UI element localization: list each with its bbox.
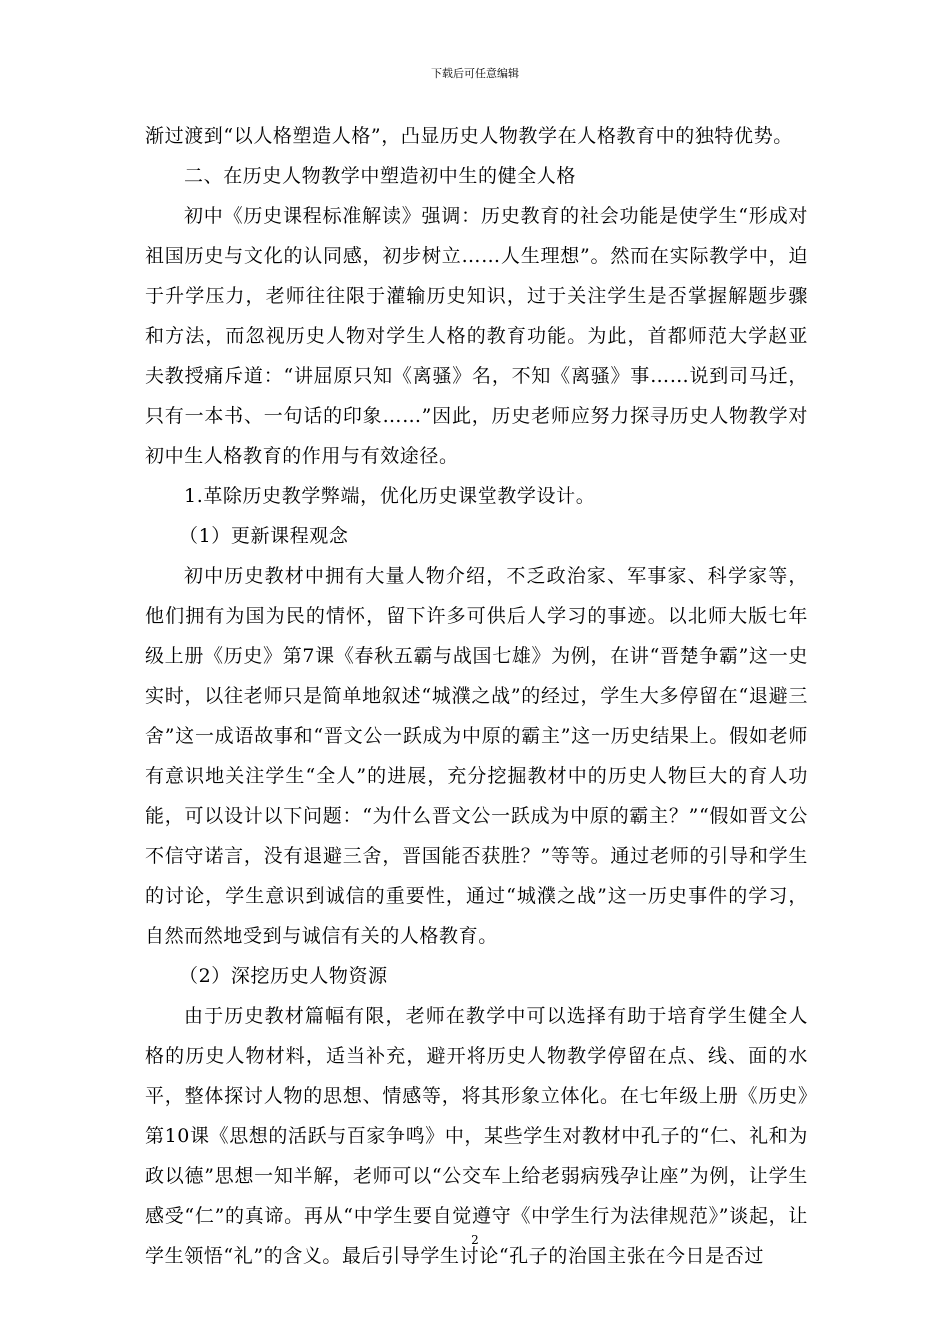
page-header: 下载后可任意编辑 [431, 67, 519, 80]
paragraph-course-concept: 初中历史教材中拥有大量人物介绍，不乏政治家、军事家、科学家等，他们拥有为国为民的情怀，留下许多可供后人学习的事迹。以北师大版七年级上册《历史》第7课《春秋五霸与战国七雄》为例，在讲“晋楚争霸”这一史实时，以往老师只是简单地叙述“城濮之战”的经过，学生大多停留在“退避三舍”这一成语故事和“晋文公一跃成为中原的霸主”这一历史结果上。假如老师有意识地关注学生“全人”的进展，充分挖掘教材中的历史人物巨大的育人功能，可以设计以下问题：“为什么晋文公一跃成为中原的霸主？”“假如晋文公不信守诺言，没有退避三舍，晋国能否获胜？”等等。通过老师的引导和学生的讨论，学生意识到诚信的重要性，通过“城濮之战”这一历史事件的学习，自然而然地受到与诚信有关的人格教育。 [145, 565, 808, 947]
subheading-1-1: （1）更新课程观念 [179, 525, 349, 547]
paragraph-continuation: 渐过渡到“以人格塑造人格”，凸显历史人物教学在人格教育中的独特优势。 [145, 125, 793, 147]
paragraph-resources: 由于历史教材篇幅有限，老师在教学中可以选择有助于培育学生健全人格的历史人物材料，适当补充，避开将历史人物教学停留在点、线、面的水平，整体探讨人物的思想、情感等，将其形象立体化。在七年级上册《历史》第10课《思想的活跃与百家争鸣》中，某些学生对教材中孔子的“仁、礼和为政以德”思想一知半解，老师可以“公交车上给老弱病残孕让座”为例，让学生感受“仁”的真谛。再从“中学生要自觉遵守《中学生行为法律规范》”谈起，让学生领悟“礼”的含义。最后引导学生讨论“孔子的治国主张在今日是否过 [145, 1005, 808, 1267]
document-body [145, 116, 808, 1276]
subheading-1-2: （2）深挖历史人物资源 [179, 965, 388, 987]
section-heading: 二、在历史人物教学中塑造初中生的健全人格 [184, 165, 577, 187]
subheading-1: 1.革除历史教学弊端，优化历史课堂教学设计。 [184, 485, 596, 507]
page-number: 2 [471, 1233, 479, 1247]
paragraph-curriculum-standard: 初中《历史课程标准解读》强调：历史教育的社会功能是使学生“形成对祖国历史与文化的认同感，初步树立……人生理想”。然而在实际教学中，迫于升学压力，老师往往限于灌输历史知识，过于关注学生是否掌握解题步骤和方法，而忽视历史人物对学生人格的教育功能。为此，首都师范大学赵亚夫教授痛斥道：“讲屈原只知《离骚》名，不知《离骚》事……说到司马迁，只有一本书、一句话的印象……”因此，历史老师应努力探寻历史人物教学对初中生人格教育的作用与有效途径。 [145, 205, 808, 467]
